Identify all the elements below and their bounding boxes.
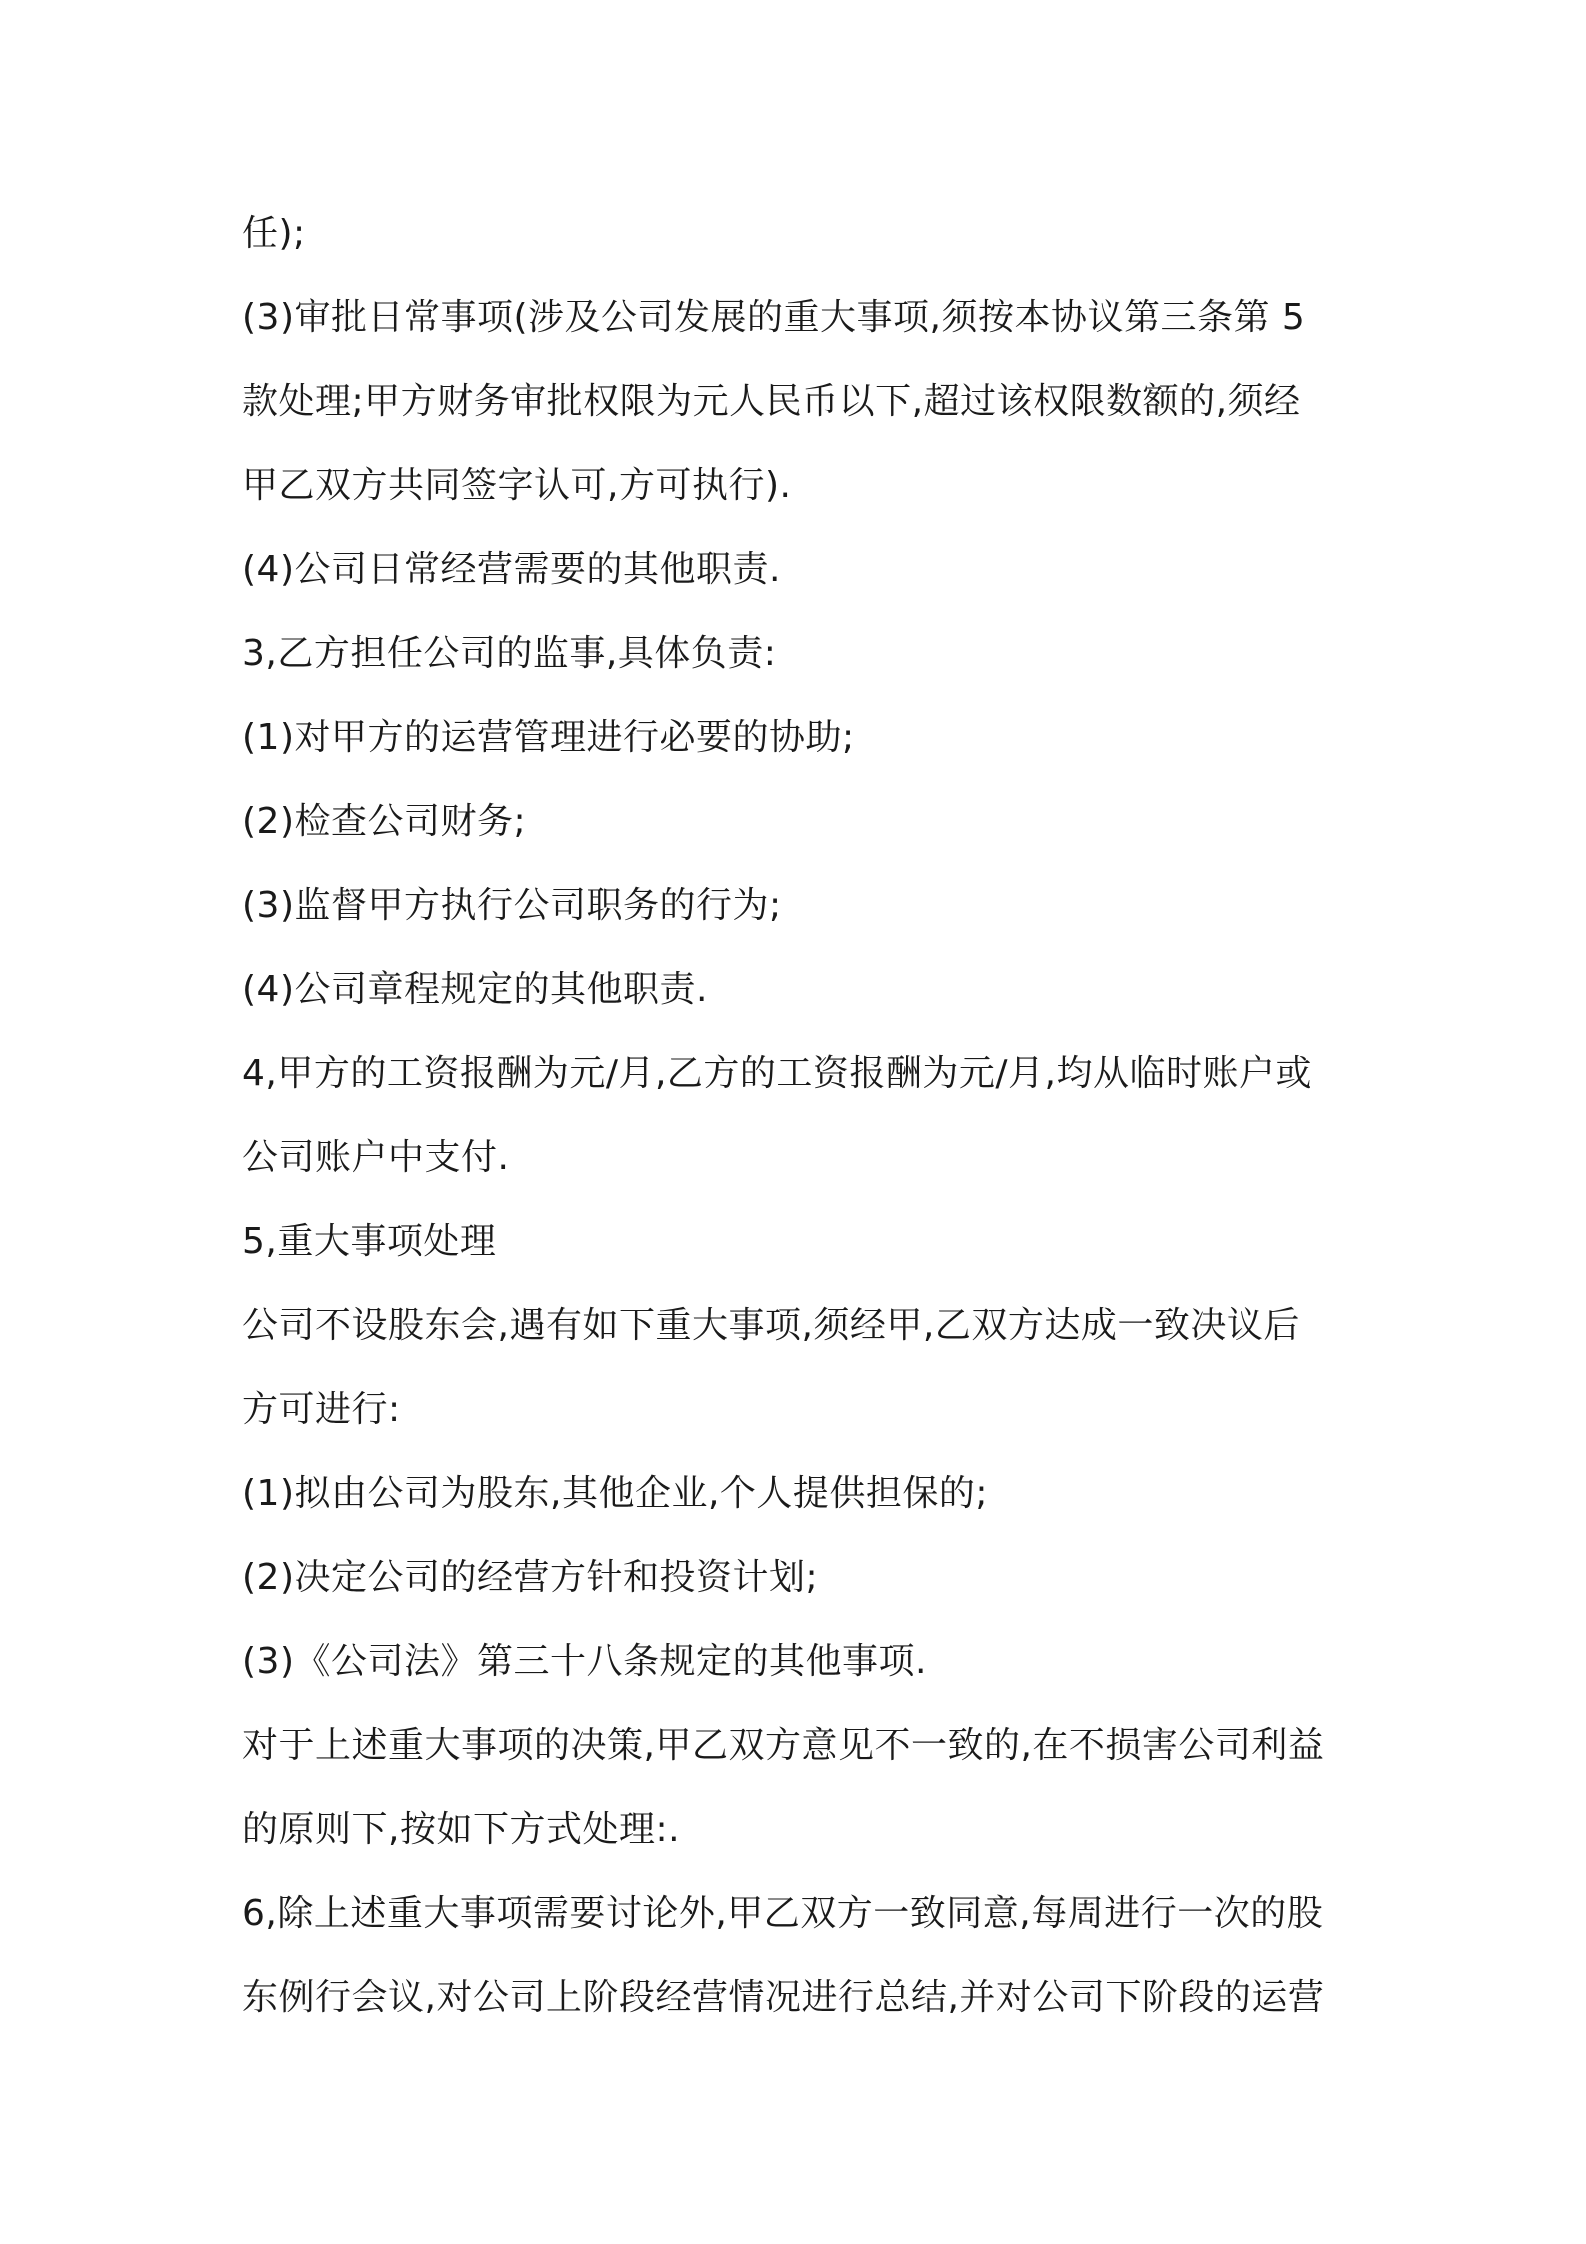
text-line: 甲乙双方共同签字认可,方可执行). — [242, 465, 792, 506]
text-line: (1)对甲方的运营管理进行必要的协助; — [242, 717, 855, 758]
text-line: 5,重大事项处理 — [242, 1221, 497, 1262]
text-line: (4)公司日常经营需要的其他职责. — [242, 549, 781, 590]
text-line: 方可进行: — [242, 1389, 401, 1430]
text-line: 6,除上述重大事项需要讨论外,甲乙双方一致同意,每周进行一次的股 — [242, 1893, 1324, 1934]
text-line: 款处理;甲方财务审批权限为元人民币以下,超过该权限数额的,须经 — [242, 381, 1301, 422]
text-line: 公司账户中支付. — [242, 1137, 510, 1178]
text-line: 东例行会议,对公司上阶段经营情况进行总结,并对公司下阶段的运营 — [242, 1977, 1325, 2018]
text-line: (2)决定公司的经营方针和投资计划; — [242, 1557, 819, 1598]
text-line: 对于上述重大事项的决策,甲乙双方意见不一致的,在不损害公司利益 — [242, 1725, 1325, 1766]
text-line: (2)检查公司财务; — [242, 801, 527, 842]
text-line: (3)审批日常事项(涉及公司发展的重大事项,须按本协议第三条第 5 — [242, 297, 1306, 338]
text-line: 的原则下,按如下方式处理:. — [242, 1809, 681, 1850]
text-line: (3)《公司法》第三十八条规定的其他事项. — [242, 1641, 927, 1682]
text-line: 3,乙方担任公司的监事,具体负责: — [242, 633, 777, 674]
document-body — [242, 192, 1362, 2040]
text-line: 公司不设股东会,遇有如下重大事项,须经甲,乙双方达成一致决议后 — [242, 1305, 1300, 1346]
text-line: (4)公司章程规定的其他职责. — [242, 969, 708, 1010]
text-line: (3)监督甲方执行公司职务的行为; — [242, 885, 782, 926]
text-line: (1)拟由公司为股东,其他企业,个人提供担保的; — [242, 1473, 989, 1514]
text-line: 4,甲方的工资报酬为元/月,乙方的工资报酬为元/月,均从临时账户或 — [242, 1053, 1312, 1094]
text-line: 任); — [242, 213, 306, 254]
